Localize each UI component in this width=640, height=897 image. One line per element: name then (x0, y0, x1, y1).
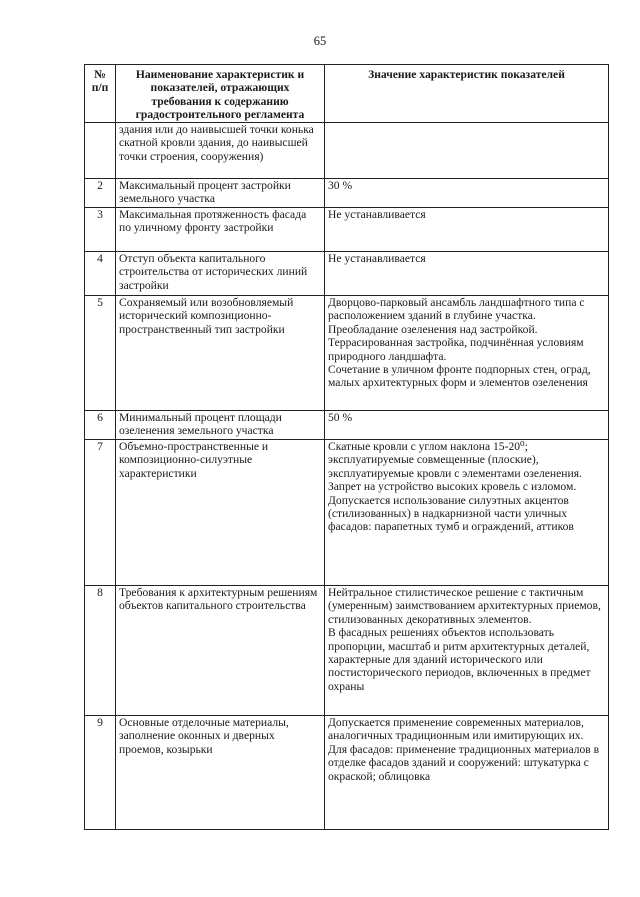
row-name: Сохраняемый или возобновляемый исторический композиционно-пространственный тип застройки (116, 296, 325, 411)
table-row (85, 296, 609, 411)
table-header-row (85, 65, 609, 123)
row-num: 9 (85, 716, 116, 830)
row-value-line: Запрет на устройство высоких кровель с изломом. (328, 480, 577, 494)
row-value-line: В фасадных решениях объектов использовать пропорции, масштаб и ритм архитектурных деталей, характерные для зданий исторического или постисторического периодов, включенных в предмет охраны (328, 626, 591, 693)
header-num: № п/п (85, 65, 116, 123)
row-name: здания или до наивысшей точки конька скатной кровли здания, до наивысшей точки строения, сооружения) (116, 123, 325, 179)
row-value-line: Преобладание озеленения над застройкой. (328, 322, 538, 336)
row-value (325, 123, 609, 179)
row-num: 7 (85, 440, 116, 586)
row-name: Требования к архитектурным решениям объектов капитального строительства (116, 586, 325, 716)
header-value: Значение характеристик показателей (325, 65, 609, 123)
table-row (85, 123, 609, 179)
row-value-line: Для фасадов: применение традиционных материалов в отделке фасадов зданий и сооружений: штукатурка с окраской; облицовка (328, 742, 600, 783)
row-value (325, 586, 609, 716)
table-row (85, 208, 609, 252)
regulation-table (84, 64, 609, 830)
row-value-line: Не устанавливается (328, 208, 426, 221)
row-num: 6 (85, 411, 116, 440)
row-value-line: Дворцово-парковый ансамбль ландшафтного типа с расположением зданий в глубине участка. (328, 296, 585, 323)
row-name: Основные отделочные материалы, заполнение оконных и дверных проемов, козырьки (116, 716, 325, 830)
row-name: Объемно-пространственные и композиционно-силуэтные характеристики (116, 440, 325, 586)
row-value-line: Сочетание в уличном фронте подпорных стен, оград, малых архитектурных форм и элементов озеленения (328, 363, 591, 390)
header-name: Наименование характеристик и показателей, отражающих требования к содержанию градостроительного регламента (116, 65, 325, 123)
row-value (325, 252, 609, 296)
page-number: 65 (313, 34, 327, 48)
row-value-line: Допускается использование силуэтных акцентов (стилизованных) в надкарнизной части уличных фасадов: парапетных тумб и ограждений, аттиков (328, 493, 574, 534)
row-value-line: 50 % (328, 411, 353, 424)
table-row (85, 440, 609, 586)
row-value (325, 296, 609, 411)
row-value-line: Скатные кровли с углом наклона 15-20⁰; эксплуатируемые совмещенные (плоские), эксплуатируемые кровли с элементами озеленения. (328, 440, 582, 480)
row-value-line: Нейтральное стилистическое решение с тактичным (умеренным) заимствованием архитектурных приемов, стилизованных декоративных элементов. (328, 586, 601, 626)
row-value-line: 30 % (328, 179, 353, 192)
row-value (325, 208, 609, 252)
row-value-line: Террасированная застройка, подчинённая условиям природного ландшафта. (328, 336, 584, 363)
row-num: 2 (85, 179, 116, 208)
row-num (85, 123, 116, 179)
row-value (325, 440, 609, 586)
row-num: 8 (85, 586, 116, 716)
table-row (85, 252, 609, 296)
row-num: 4 (85, 252, 116, 296)
table-row (85, 716, 609, 830)
row-value-line: Допускается применение современных материалов, аналогичных традиционным или имитирующих их. (328, 716, 584, 743)
row-value (325, 179, 609, 208)
table-row (85, 411, 609, 440)
table-row (85, 179, 609, 208)
row-value (325, 716, 609, 830)
row-name: Максимальная протяженность фасада по уличному фронту застройки (116, 208, 325, 252)
row-num: 3 (85, 208, 116, 252)
table-row (85, 586, 609, 716)
row-name: Максимальный процент застройки земельного участка (116, 179, 325, 208)
row-name: Минимальный процент площади озеленения земельного участка (116, 411, 325, 440)
row-value (325, 411, 609, 440)
row-name: Отступ объекта капитального строительства от исторических линий застройки (116, 252, 325, 296)
row-value-line: Не устанавливается (328, 252, 426, 265)
row-num: 5 (85, 296, 116, 411)
